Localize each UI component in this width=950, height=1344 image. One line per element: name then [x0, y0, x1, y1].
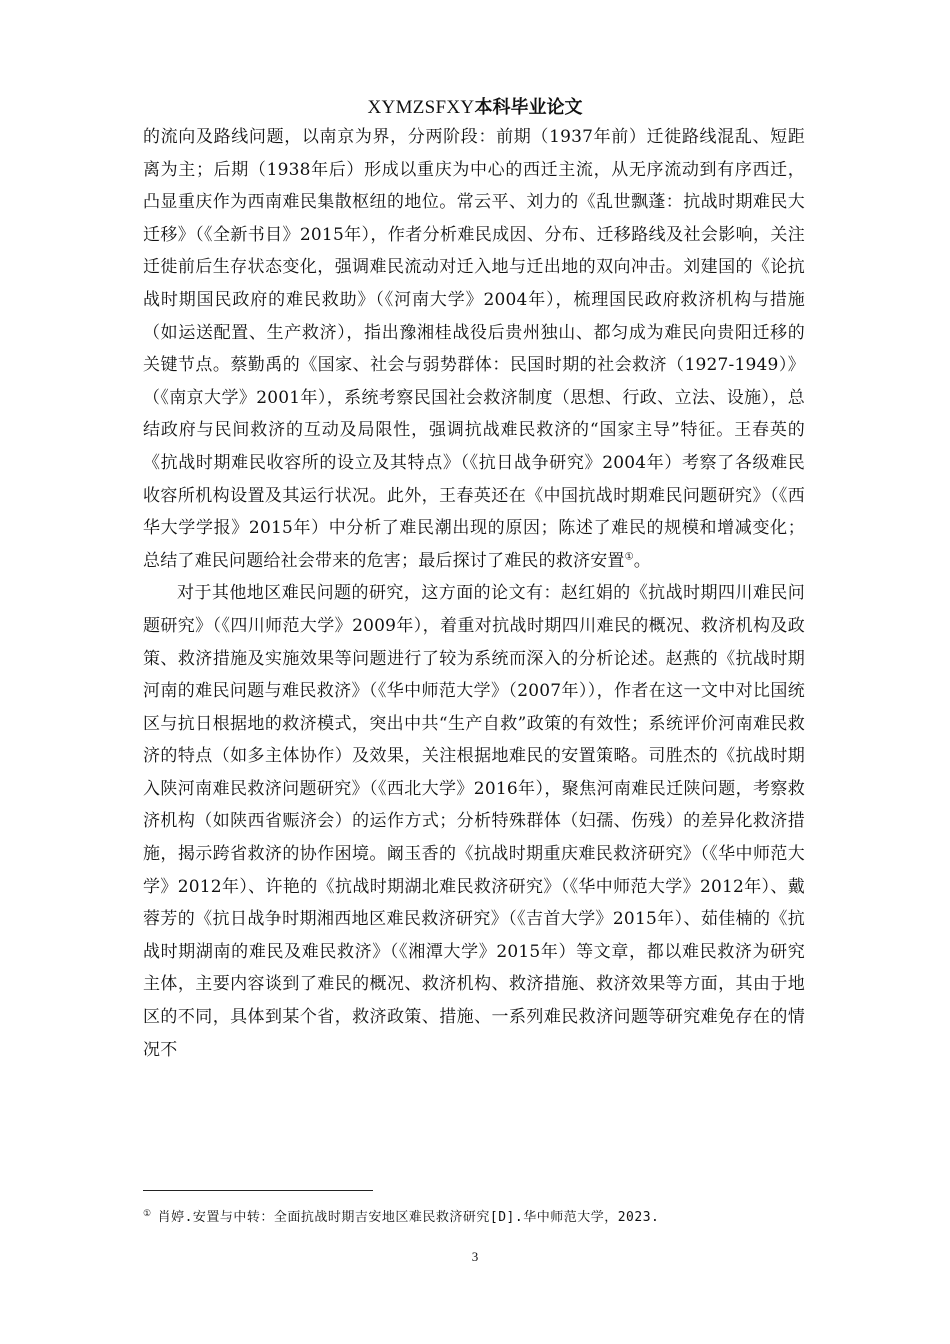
footnote-separator: [143, 1190, 373, 1191]
paragraph-continued: [143, 121, 805, 577]
footnote-mark: ①: [143, 1208, 152, 1219]
footnote: [143, 1208, 805, 1228]
paragraph-2: 对于其他地区难民问题的研究，这方面的论文有：赵红娟的《抗战时期四川难民问题研究》（《四川师范大学》2009年），着重对抗战时期四川难民的概况、救济机构及政策、救济措施及实施效果等问题进行了较为系统而深入的分析论述。赵燕的《抗战时期河南的难民问题与难民救济》（《华中师范大学》（2007年）），作者在这一文中对比国统区与抗日根据地的救济模式，突出中共“生产自救”政策的有效性；系统评价河南难民救济的特点（如多主体协作）及效果，关注根据地难民的安置策略。司胜杰的《抗战时期入陕河南难民救济问题研究》（《西北大学》2016年），聚焦河南难民迁陕问题，考察救济机构（如陕西省赈济会）的运作方式；分析特殊群体（妇孺、伤残）的差异化救济措施，揭示跨省救济的协作困境。阚玉香的《抗战时期重庆难民救济研究》（《华中师范大学》2012年）、许艳的《抗战时期湖北难民救济研究》（《华中师范大学》2012年）、戴蓉芳的《抗日战争时期湘西地区难民救济研究》（《吉首大学》2015年）、茹佳楠的《抗战时期湖南的难民及难民救济》（《湘潭大学》2015年）等文章，都以难民救济为研究主体，主要内容谈到了难民的概况、救济机构、救济措施、救济效果等方面，其由于地区的不同，具体到某个省，救济政策、措施、一系列难民救济问题等研究难免存在的情况不: [143, 583, 805, 1060]
footnote-text: 肖婷.安置与中转：全面抗战时期吉安地区难民救济研究[D].华中师范大学，2023.: [157, 1210, 660, 1225]
header-title: 本科毕业论文: [474, 97, 583, 118]
page-number: 3: [471, 1249, 479, 1264]
paragraph-1-end: 。: [633, 550, 651, 571]
body-text: [143, 121, 805, 1066]
header-school-code: XYMZSFXY: [367, 97, 475, 118]
paragraph-1-text: 的流向及路线问题，以南京为界，分两阶段：前期（1937年前）迁徙路线混乱、短距离为主；后期（1938年后）形成以重庆为中心的西迁主流，从无序流动到有序西迁，凸显重庆作为西南难民集散枢纽的地位。常云平、刘力的《乱世飘蓬：抗战时期难民大迁移》（《全新书目》2015年），作者分析难民成因、分布、迁移路线及社会影响，关注迁徙前后生存状态变化，强调难民流动对迁入地与迁出地的双向冲击。刘建国的《论抗战时期国民政府的难民救助》（《河南大学》2004年），梳理国民政府救济机构与措施（如运送配置、生产救济），指出豫湘桂战役后贵州独山、都匀成为难民向贵阳迁移的关键节点。蔡勤禹的《国家、社会与弱势群体：民国时期的社会救济（1927-1949）》（《南京大学》2001年），系统考察民国社会救济制度（思想、行政、立法、设施），总结政府与民间救济的互动及局限性，强调抗战难民救济的“国家主导”特征。王春英的《抗战时期难民收容所的设立及其特点》（《抗日战争研究》2004年）考察了各级难民收容所机构设置及其运行状况。此外，王春英还在《中国抗战时期难民问题研究》（《西华大学学报》2015年）中分析了难民潮出现的原因；陈述了难民的规模和增减变化；总结了难民问题给社会带来的危害；最后探讨了难民的救济安置: [143, 127, 805, 571]
footnote-reference[interactable]: ①: [624, 551, 634, 563]
page-header: [0, 95, 950, 120]
